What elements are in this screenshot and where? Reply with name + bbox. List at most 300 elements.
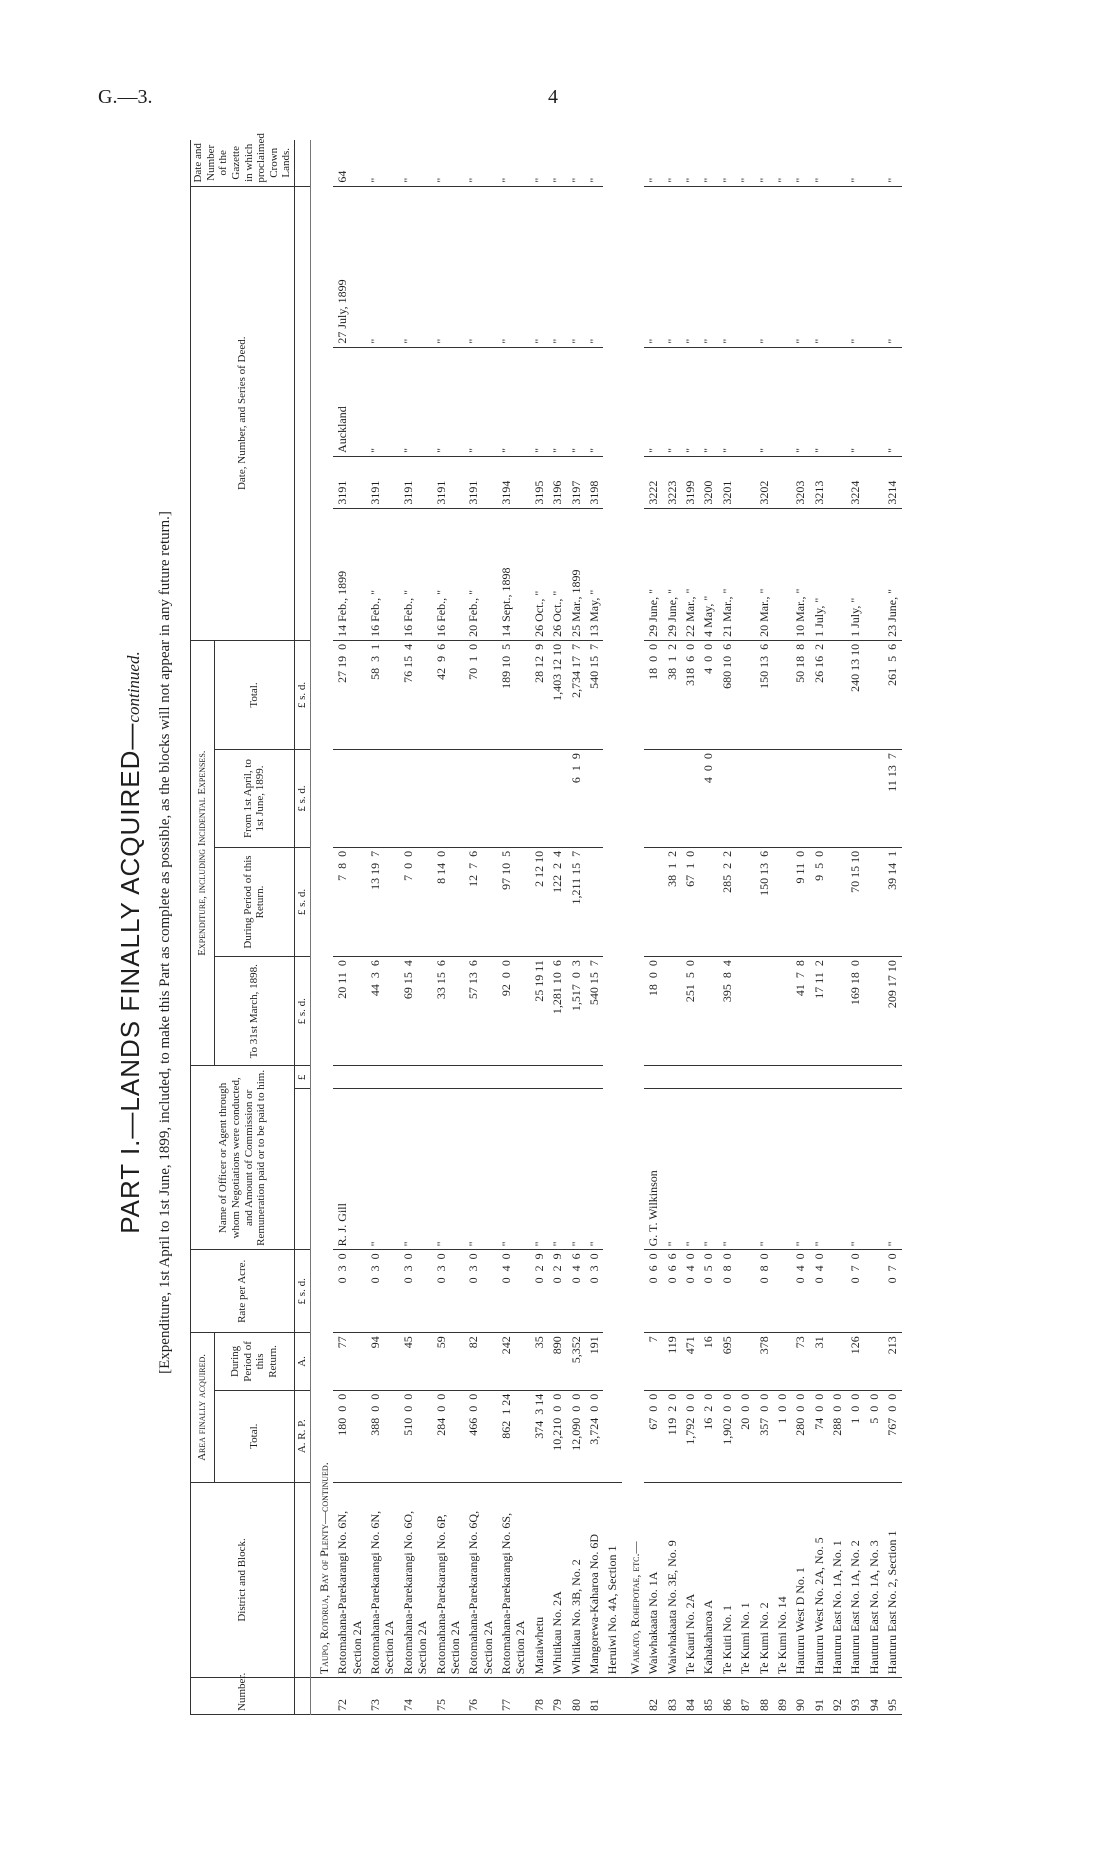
- table-row: [883, 140, 901, 1715]
- row-exp-during: 67 1 0: [681, 847, 699, 956]
- row-exp-total: 42 9 6: [432, 640, 465, 749]
- row-deed-number: 3191: [366, 456, 399, 508]
- row-block: Hauturu East No. 2, Section 1: [883, 1482, 901, 1678]
- section-heruiwi: [603, 140, 621, 1715]
- row-deed-date: 21 Mar., ": [718, 508, 736, 640]
- row-deed-series: Auckland: [333, 347, 366, 456]
- row-deed-series: ": [567, 347, 585, 456]
- row-exp-to: 92 0 0: [497, 957, 530, 1066]
- row-deed-number: [828, 456, 846, 508]
- title-suffix: continued.: [124, 651, 143, 723]
- row-deed-number: 3191: [399, 456, 432, 508]
- row-area-total: 1,902 0 0: [718, 1390, 736, 1482]
- row-number: 82: [644, 1678, 662, 1715]
- row-deed-date: 1 July, ": [846, 508, 864, 640]
- row-exp-to: [755, 957, 773, 1066]
- row-number: 86: [718, 1678, 736, 1715]
- row-area-total: 119 2 0: [663, 1390, 681, 1482]
- row-rate: 0 4 6: [567, 1250, 585, 1333]
- unit-officer: £: [295, 1066, 311, 1089]
- row-exp-total: 261 5 6: [883, 640, 901, 749]
- row-rate: 0 4 0: [810, 1250, 828, 1333]
- row-deed-number: 3191: [333, 456, 366, 508]
- row-deed-date: 29 June, ": [644, 508, 662, 640]
- table-row: [366, 140, 399, 1715]
- table-row: [644, 140, 662, 1715]
- row-gazette-date: ": [846, 186, 864, 347]
- row-deed-number: 3224: [846, 456, 864, 508]
- row-deed-date: [773, 508, 791, 640]
- table-row: [663, 140, 681, 1715]
- table-row: [530, 140, 548, 1715]
- row-deed-series: ": [883, 347, 901, 456]
- row-exp-total: [773, 640, 791, 749]
- row-officer: ": [883, 1089, 901, 1250]
- row-officer: [773, 1089, 791, 1250]
- col-deed: Date, Number, and Series of Deed.: [191, 186, 295, 640]
- row-exp-from: [736, 750, 754, 848]
- row-area-period: [736, 1333, 754, 1391]
- row-area-total: 67 0 0: [644, 1390, 662, 1482]
- row-area-period: 94: [366, 1333, 399, 1391]
- row-deed-date: 4 May, ": [699, 508, 717, 640]
- row-block: Kahakaharoa A: [699, 1482, 717, 1678]
- unit-exp-to: £ s. d.: [295, 957, 311, 1066]
- row-gazette-number: ": [681, 140, 699, 186]
- row-gazette-number: ": [755, 140, 773, 186]
- row-deed-number: 3201: [718, 456, 736, 508]
- col-expenditure: Expenditure, including Incidental Expenses.: [191, 640, 215, 1066]
- row-gazette-date: [736, 186, 754, 347]
- table-row: [567, 140, 585, 1715]
- row-gazette-number: ": [432, 140, 465, 186]
- row-number: 94: [865, 1678, 883, 1715]
- row-area-period: 7: [644, 1333, 662, 1391]
- row-rate: 0 2 9: [530, 1250, 548, 1333]
- row-exp-to: 209 17 10: [883, 957, 901, 1066]
- row-officer: ": [846, 1089, 864, 1250]
- row-gazette-number: ": [663, 140, 681, 186]
- row-number: 77: [497, 1678, 530, 1715]
- row-exp-to: 540 15 7: [585, 957, 603, 1066]
- row-officer: ": [567, 1089, 585, 1250]
- row-officer: ": [681, 1089, 699, 1250]
- row-number: 83: [663, 1678, 681, 1715]
- row-block: Rotomahana-Parekarangi No. 6Q, Section 2A: [464, 1482, 497, 1678]
- row-area-total: 5 0 0: [865, 1390, 883, 1482]
- row-number: 81: [585, 1678, 603, 1715]
- row-deed-series: ": [791, 347, 809, 456]
- row-rate: 0 5 0: [699, 1250, 717, 1333]
- row-deed-series: ": [644, 347, 662, 456]
- row-exp-during: 8 14 0: [432, 847, 465, 956]
- row-area-total: 74 0 0: [810, 1390, 828, 1482]
- row-area-total: 510 0 0: [399, 1390, 432, 1482]
- row-officer: [736, 1089, 754, 1250]
- row-exp-to: 44 3 6: [366, 957, 399, 1066]
- row-block: Te Kumi No. 1: [736, 1482, 754, 1678]
- row-block: Rotomahana-Parekarangi No. 6O, Section 2A: [399, 1482, 432, 1678]
- row-area-period: 45: [399, 1333, 432, 1391]
- group-heading-waikato: Waikato, Rohepotae, etc.—: [622, 140, 644, 1678]
- row-rate: 0 4 0: [681, 1250, 699, 1333]
- row-area-period: 471: [681, 1333, 699, 1391]
- row-block: Rotomahana-Parekarangi No. 6S, Section 2A: [497, 1482, 530, 1678]
- row-deed-date: 13 May, ": [585, 508, 603, 640]
- row-area-total: 180 0 0: [333, 1390, 366, 1482]
- row-exp-total: 318 6 0: [681, 640, 699, 749]
- row-deed-number: 3197: [567, 456, 585, 508]
- row-deed-date: 16 Feb., ": [399, 508, 432, 640]
- row-gazette-date: ": [699, 186, 717, 347]
- row-gazette-number: ": [846, 140, 864, 186]
- row-block: Te Kuiti No. 1: [718, 1482, 736, 1678]
- row-rate: 0 4 0: [497, 1250, 530, 1333]
- row-exp-during: 2 12 10: [530, 847, 548, 956]
- row-gazette-date: ": [399, 186, 432, 347]
- row-deed-date: [828, 508, 846, 640]
- row-gazette-date: ": [791, 186, 809, 347]
- row-exp-total: 1,403 12 10: [548, 640, 566, 749]
- row-deed-number: 3213: [810, 456, 828, 508]
- row-area-total: 1 0 0: [846, 1390, 864, 1482]
- row-gazette-number: ": [736, 140, 754, 186]
- col-officer: Name of Officer or Agent through whom Negotiations were conducted, and Amount of Commission or Remuneration paid or to be paid to him.: [191, 1066, 295, 1250]
- row-officer: ": [366, 1089, 399, 1250]
- row-area-total: 357 0 0: [755, 1390, 773, 1482]
- row-exp-from: [810, 750, 828, 848]
- title-text: PART I.—LANDS FINALLY ACQUIRED—: [115, 722, 145, 1234]
- row-gazette-date: [828, 186, 846, 347]
- row-gazette-number: ": [530, 140, 548, 186]
- row-exp-from: [432, 750, 465, 848]
- row-rate: [865, 1250, 883, 1333]
- row-deed-series: ": [699, 347, 717, 456]
- row-exp-from: [663, 750, 681, 848]
- row-rate: 0 3 0: [464, 1250, 497, 1333]
- row-gazette-date: ": [530, 186, 548, 347]
- row-exp-total: [865, 640, 883, 749]
- row-exp-from: [644, 750, 662, 848]
- table-row: [585, 140, 603, 1715]
- col-exp-during: During Period of this Return.: [214, 847, 295, 956]
- row-exp-to: 251 5 0: [681, 957, 699, 1066]
- row-area-total: 388 0 0: [366, 1390, 399, 1482]
- row-gazette-date: ": [681, 186, 699, 347]
- row-number: 76: [464, 1678, 497, 1715]
- row-exp-to: 25 19 11: [530, 957, 548, 1066]
- row-deed-date: 22 Mar., ": [681, 508, 699, 640]
- page-subtitle: [Expenditure, 1st April to 1st June, 1899, included, to make this Part as complete as possible, as the blocks will not appear in any future return.]: [157, 511, 173, 1374]
- table-row: [497, 140, 530, 1715]
- col-area: Area finally acquired.: [191, 1333, 215, 1483]
- row-area-total: 1,792 0 0: [681, 1390, 699, 1482]
- row-exp-to: 20 11 0: [333, 957, 366, 1066]
- row-exp-to: [773, 957, 791, 1066]
- row-exp-during: [773, 847, 791, 956]
- row-deed-date: 16 Feb., ": [432, 508, 465, 640]
- row-area-period: 77: [333, 1333, 366, 1391]
- row-gazette-date: ": [810, 186, 828, 347]
- col-exp-from: From 1st April, to 1st June, 1899.: [214, 750, 295, 848]
- row-area-period: 16: [699, 1333, 717, 1391]
- row-exp-from: 4 0 0: [699, 750, 717, 848]
- row-deed-series: ": [810, 347, 828, 456]
- row-number: 91: [810, 1678, 828, 1715]
- row-area-total: 862 1 24: [497, 1390, 530, 1482]
- row-gazette-number: ": [791, 140, 809, 186]
- row-rate: 0 3 0: [432, 1250, 465, 1333]
- row-exp-during: [585, 847, 603, 956]
- table-row: [333, 140, 366, 1715]
- row-exp-total: 27 19 0: [333, 640, 366, 749]
- row-area-period: 82: [464, 1333, 497, 1391]
- row-rate: 0 8 0: [755, 1250, 773, 1333]
- row-exp-total: 28 12 9: [530, 640, 548, 749]
- row-gazette-number: ": [497, 140, 530, 186]
- col-gazette: Date and Number of the Gazette in which proclaimed Crown Lands.: [191, 140, 295, 186]
- row-deed-series: ": [681, 347, 699, 456]
- row-deed-date: 26 Oct., ": [548, 508, 566, 640]
- row-exp-during: 12 7 6: [464, 847, 497, 956]
- row-deed-series: [865, 347, 883, 456]
- row-block: Waiwhakaata No. 1A: [644, 1482, 662, 1678]
- row-officer: ": [548, 1089, 566, 1250]
- row-deed-series: ": [548, 347, 566, 456]
- row-gazette-number: 64: [333, 140, 366, 186]
- unit-exp-during: £ s. d.: [295, 847, 311, 956]
- row-block: Whitikau No. 3B, No. 2: [567, 1482, 585, 1678]
- row-deed-date: 1 July, ": [810, 508, 828, 640]
- row-gazette-number: ": [366, 140, 399, 186]
- row-officer: ": [663, 1089, 681, 1250]
- row-officer: ": [432, 1089, 465, 1250]
- row-exp-from: [530, 750, 548, 848]
- table-row: [548, 140, 566, 1715]
- row-area-period: 378: [755, 1333, 773, 1391]
- table-row: [464, 140, 497, 1715]
- row-block: Hauturu East No. 1A, No. 2: [846, 1482, 864, 1678]
- row-deed-date: 23 June, ": [883, 508, 901, 640]
- row-deed-number: 3198: [585, 456, 603, 508]
- row-gazette-date: ": [718, 186, 736, 347]
- row-deed-number: 3199: [681, 456, 699, 508]
- row-rate: [828, 1250, 846, 1333]
- row-deed-series: [773, 347, 791, 456]
- row-deed-date: 25 Mar., 1899: [567, 508, 585, 640]
- row-deed-number: [773, 456, 791, 508]
- row-number: 72: [333, 1678, 366, 1715]
- row-exp-from: [366, 750, 399, 848]
- row-exp-during: 39 14 1: [883, 847, 901, 956]
- row-area-total: 374 3 14: [530, 1390, 548, 1482]
- lands-table: [190, 133, 902, 1715]
- row-gazette-date: ": [366, 186, 399, 347]
- row-exp-total: 26 16 2: [810, 640, 828, 749]
- row-exp-from: [718, 750, 736, 848]
- row-rate: 0 3 0: [333, 1250, 366, 1333]
- row-exp-to: [663, 957, 681, 1066]
- table-row: [846, 140, 864, 1715]
- row-exp-to: 57 13 6: [464, 957, 497, 1066]
- row-area-period: 73: [791, 1333, 809, 1391]
- row-officer: ": [699, 1089, 717, 1250]
- row-rate: 0 3 0: [585, 1250, 603, 1333]
- row-number: 74: [399, 1678, 432, 1715]
- row-area-period: [828, 1333, 846, 1391]
- table-row: [755, 140, 773, 1715]
- row-gazette-date: ": [567, 186, 585, 347]
- row-area-period: [773, 1333, 791, 1391]
- row-block: Mataiwhetu: [530, 1482, 548, 1678]
- row-exp-during: 9 5 0: [810, 847, 828, 956]
- unit-period: A.: [295, 1333, 311, 1391]
- table-row: [810, 140, 828, 1715]
- row-gazette-date: [865, 186, 883, 347]
- row-deed-number: 3214: [883, 456, 901, 508]
- row-gazette-number: ": [464, 140, 497, 186]
- table-row: [773, 140, 791, 1715]
- row-exp-from: [333, 750, 366, 848]
- row-exp-total: 76 15 4: [399, 640, 432, 749]
- row-deed-date: [865, 508, 883, 640]
- row-area-total: 3,724 0 0: [585, 1390, 603, 1482]
- row-deed-number: 3202: [755, 456, 773, 508]
- heruiwi-block: Heruiwi No. 4A, Section 1: [603, 1482, 621, 1678]
- row-exp-total: 240 13 10: [846, 640, 864, 749]
- row-deed-date: 14 Sept., 1898: [497, 508, 530, 640]
- row-area-period: 31: [810, 1333, 828, 1391]
- row-exp-from: [497, 750, 530, 848]
- row-area-total: 767 0 0: [883, 1390, 901, 1482]
- row-deed-series: ": [366, 347, 399, 456]
- row-gazette-date: ": [755, 186, 773, 347]
- row-exp-from: [828, 750, 846, 848]
- row-area-period: [865, 1333, 883, 1391]
- row-exp-total: 50 18 8: [791, 640, 809, 749]
- row-gazette-number: ": [699, 140, 717, 186]
- row-block: Rotomahana-Parekarangi No. 6N, Section 2A: [366, 1482, 399, 1678]
- row-exp-total: [828, 640, 846, 749]
- row-exp-during: 70 15 10: [846, 847, 864, 956]
- row-area-period: 890: [548, 1333, 566, 1391]
- row-rate: 0 7 0: [883, 1250, 901, 1333]
- row-exp-total: 680 10 6: [718, 640, 736, 749]
- row-exp-total: 70 1 0: [464, 640, 497, 749]
- row-deed-series: [736, 347, 754, 456]
- row-exp-from: [755, 750, 773, 848]
- row-area-total: 284 0 0: [432, 1390, 465, 1482]
- row-exp-during: 7 0 0: [399, 847, 432, 956]
- row-deed-number: 3191: [464, 456, 497, 508]
- row-exp-during: [644, 847, 662, 956]
- col-rate: Rate per Acre.: [191, 1250, 295, 1333]
- table-row: [828, 140, 846, 1715]
- row-area-period: 213: [883, 1333, 901, 1391]
- row-rate: [773, 1250, 791, 1333]
- row-exp-from: 6 1 9: [567, 750, 585, 848]
- row-gazette-date: ": [432, 186, 465, 347]
- row-deed-series: ": [755, 347, 773, 456]
- table-row: [791, 140, 809, 1715]
- row-exp-to: 395 8 4: [718, 957, 736, 1066]
- table-row: [432, 140, 465, 1715]
- row-block: Hauturu West D No. 1: [791, 1482, 809, 1678]
- row-number: 87: [736, 1678, 754, 1715]
- table-row: [865, 140, 883, 1715]
- row-gazette-number: ": [585, 140, 603, 186]
- row-area-period: 191: [585, 1333, 603, 1391]
- page-number: 4: [548, 86, 558, 108]
- row-gazette-date: [773, 186, 791, 347]
- row-block: Rotomahana-Parekarangi No. 6N, Section 2A: [333, 1482, 366, 1678]
- row-deed-number: 3223: [663, 456, 681, 508]
- row-exp-total: 58 3 1: [366, 640, 399, 749]
- row-gazette-number: ": [718, 140, 736, 186]
- row-deed-date: 29 June, ": [663, 508, 681, 640]
- row-deed-series: ": [497, 347, 530, 456]
- row-exp-from: [773, 750, 791, 848]
- row-rate: 0 8 0: [718, 1250, 736, 1333]
- table-row: [699, 140, 717, 1715]
- row-exp-during: [699, 847, 717, 956]
- row-officer: [828, 1089, 846, 1250]
- row-deed-series: ": [399, 347, 432, 456]
- row-gazette-number: ": [548, 140, 566, 186]
- section-taupo: [310, 140, 603, 1715]
- row-exp-total: 38 1 2: [663, 640, 681, 749]
- unit-rate: £ s. d.: [295, 1250, 311, 1333]
- row-exp-to: 1,517 0 3: [567, 957, 585, 1066]
- row-block: Mangorewa-Kaharoa No. 6D: [585, 1482, 603, 1678]
- row-deed-number: 3191: [432, 456, 465, 508]
- row-area-period: 35: [530, 1333, 548, 1391]
- row-gazette-number: ": [399, 140, 432, 186]
- row-exp-to: 18 0 0: [644, 957, 662, 1066]
- row-block: Hauturu East No. 1A, No. 1: [828, 1482, 846, 1678]
- row-block: Te Kauri No. 2A: [681, 1482, 699, 1678]
- row-exp-from: [791, 750, 809, 848]
- row-area-period: 59: [432, 1333, 465, 1391]
- row-rate: [736, 1250, 754, 1333]
- row-deed-date: 26 Oct., ": [530, 508, 548, 640]
- row-exp-from: [865, 750, 883, 848]
- row-area-period: 242: [497, 1333, 530, 1391]
- row-exp-during: 97 10 5: [497, 847, 530, 956]
- group-heading-taupo: Taupo, Rotorua, Bay of Plenty—continued.: [310, 140, 333, 1678]
- row-number: 92: [828, 1678, 846, 1715]
- row-area-period: 695: [718, 1333, 736, 1391]
- row-number: 79: [548, 1678, 566, 1715]
- unit-exp-total: £ s. d.: [295, 640, 311, 749]
- row-exp-total: [736, 640, 754, 749]
- col-district: District and Block.: [191, 1482, 295, 1678]
- col-area-total: Total.: [214, 1390, 295, 1482]
- row-area-period: 126: [846, 1333, 864, 1391]
- row-exp-during: 13 19 7: [366, 847, 399, 956]
- row-gazette-number: ": [810, 140, 828, 186]
- table-row: [736, 140, 754, 1715]
- row-area-total: 466 0 0: [464, 1390, 497, 1482]
- row-gazette-number: ": [644, 140, 662, 186]
- row-rate: 0 7 0: [846, 1250, 864, 1333]
- row-exp-to: [865, 957, 883, 1066]
- col-exp-total: Total.: [214, 640, 295, 749]
- row-block: Te Kumi No. 14: [773, 1482, 791, 1678]
- row-officer: ": [755, 1089, 773, 1250]
- row-deed-number: 3200: [699, 456, 717, 508]
- row-number: 78: [530, 1678, 548, 1715]
